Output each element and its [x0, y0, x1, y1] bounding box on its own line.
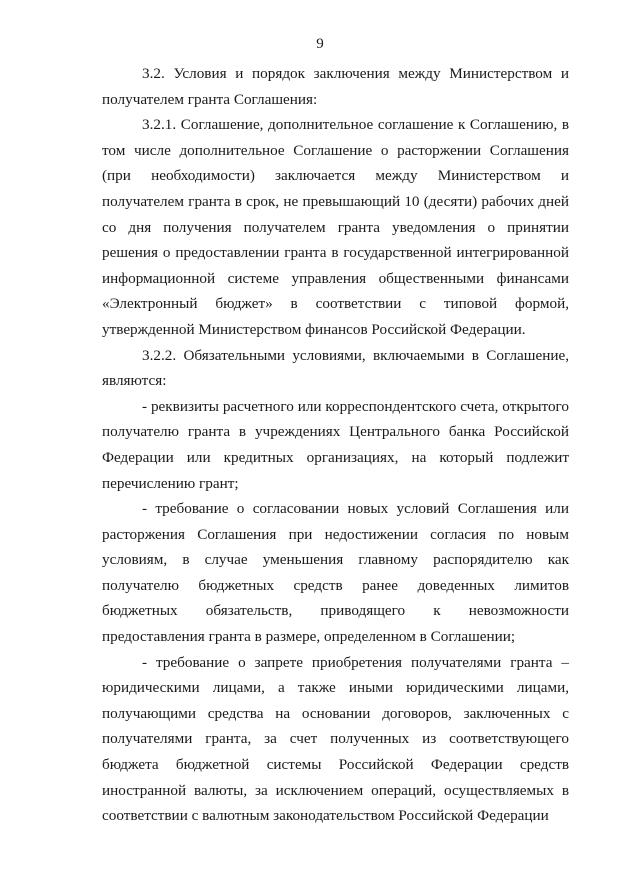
paragraph-3-2-2: 3.2.2. Обязательными условиями, включаемыми в Соглашение, являются: [102, 346, 569, 390]
paragraph-3-2-1: 3.2.1. Соглашение, дополнительное соглашение к Соглашению, в том числе дополнительное Соглашение о расторжении Соглашения (при необходимости) заключается между Министерством и получателем гранта в срок, не превышающий 10 (десяти) рабочих дней со дня получения получателем гранта уведомления о принятии решения о предоставлении гранта в государственной интегрированной информационной системе управления общественными финансами «Электронный бюджет» в соответствии с типовой формой, утвержденной Министерством финансов Российской Федерации. [102, 116, 569, 338]
document-body [102, 61, 569, 829]
list-item-new-conditions: - требование о согласовании новых условий Соглашения или расторжения Соглашения при недостижении согласия по новым условиям, в случае уменьшения главному распорядителю как получателю бюджетных средств ранее доведенных лимитов бюджетных обязательств, приводящего к невозможности предоставления гранта в размере, определенном в Соглашении; [102, 500, 569, 646]
list-item-currency-ban: - требование о запрете приобретения получателями гранта – юридическими лицами, а также иными юридическими лицами, получающими средства на основании договоров, заключенных с получателями гранта, за счет полученных из соответствующего бюджета бюджетной системы Российской Федерации средств иностранной валюты, за исключением операций, осуществляемых в соответствии с валютным законодательством Российской Федерации [102, 653, 569, 825]
paragraph-3-2: 3.2. Условия и порядок заключения между Министерством и получателем гранта Соглашения: [102, 65, 569, 108]
list-item-account-details: - реквизиты расчетного или корреспондентского счета, открытого получателю гранта в учреждениях Центрального банка Российской Федерации или кредитных организациях, на который подлежит перечислению грант; [102, 397, 569, 492]
page-number: 9 [316, 36, 324, 52]
